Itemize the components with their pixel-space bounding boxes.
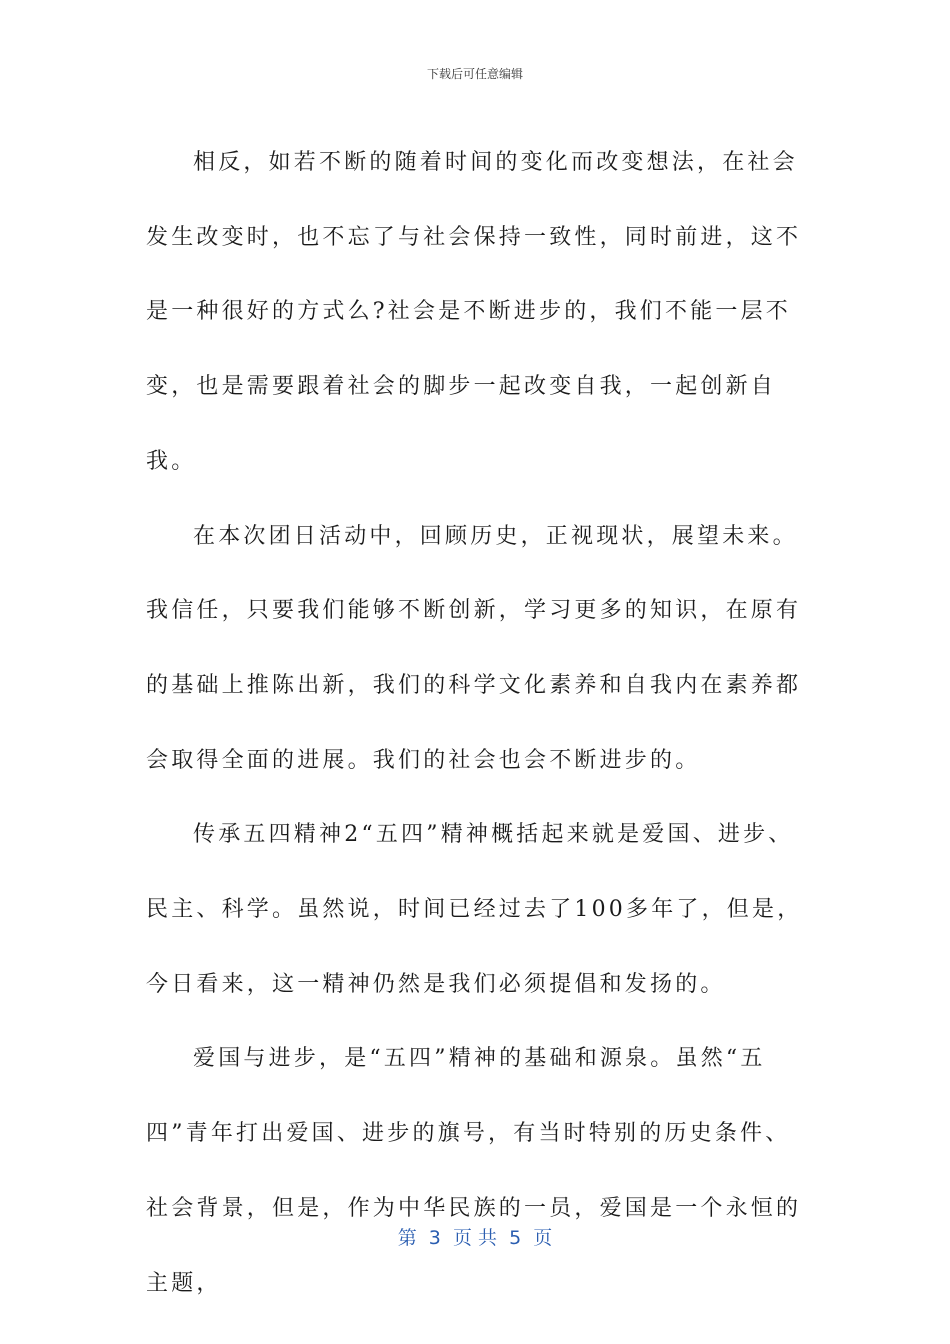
paragraph-4: 爱国与进步，是“五四”精神的基础和源泉。虽然“五四”青年打出爱国、进步的旗号，有当时特别的历史条件、社会背景，但是，作为中华民族的一员，爱国是一个永恒的主题， [146, 1046, 802, 1296]
paragraph-1: 相反，如若不断的随着时间的变化而改变想法，在社会发生改变时，也不忘了与社会保持一致性，同时前进，这不是一种很好的方式么?社会是不断进步的，我们不能一层不变，也是需要跟着社会的脚步一起改变自我，一起创新自我。 [146, 150, 802, 474]
paragraph-2: 在本次团日活动中，回顾历史，正视现状，展望未来。我信任，只要我们能够不断创新，学习更多的知识，在原有的基础上推陈出新，我们的科学文化素养和自我内在素养都会取得全面的进展。我们的社会也会不断进步的。 [146, 523, 802, 773]
page-header: 下载后可任意编辑 [426, 67, 523, 81]
document-body [146, 126, 806, 1321]
paragraph-3: 传承五四精神2“五四”精神概括起来就是爱国、进步、民主、科学。虽然说，时间已经过去了100多年了，但是，今日看来，这一精神仍然是我们必须提倡和发扬的。 [146, 822, 803, 997]
page-number-footer: 第 3 页 共 5 页 [397, 1227, 553, 1249]
